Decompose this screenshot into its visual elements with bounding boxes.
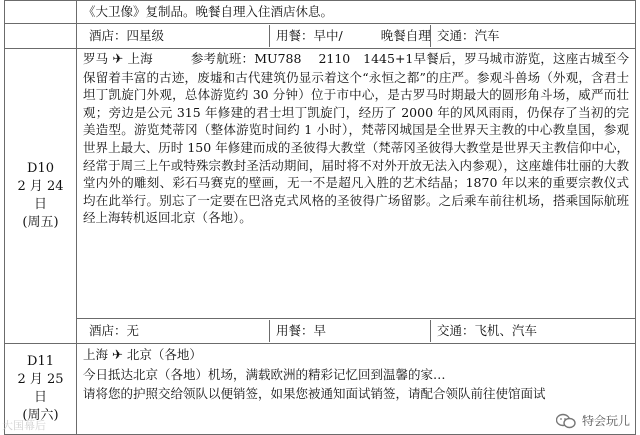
prev-day-text: 《大卫像》复制品。晚餐自理入住酒店休息。 [77, 1, 636, 24]
d11-route [83, 345, 629, 365]
watermark-left: 大国幕后 [2, 419, 46, 432]
d10-weekday: (周五) [22, 215, 59, 230]
prev-info-row [5, 24, 636, 49]
d10-description: 早餐后，罗马城市游览，这座古城至今保留着丰富的古迹，废墟和古代建筑仍显示着这个“永恒之都”的庄严。参观斗兽场（外观，含君士坦丁凯旋门外观，总体游览约 30 分钟）位于市中心，是古罗马时期最大的圆形角斗场，威严而壮观；旁边是公元 315 年修建的君士坦丁凯旋门，经历了 2000 年的风风雨雨，仍保存了当初的完美造型。游览梵蒂冈（整体游览时间约 1 小时），梵蒂冈城国是全世界天主教的中心教皇国，参观世界上最大、历时 150 年修建而成的圣彼得大教堂（梵蒂冈圣彼得大教堂是世界天主教信仰中心，经常于周三上午或特殊宗教封圣活动期间，届时将不对外开放无法入内参观），这座雄伟壮丽的大教堂内外的雕刻、彩石马赛克的壁画，无一不是超凡入胜的艺术结晶；1870 年以来的重要宗教仪式均在此举行。别忘了一定要在巴洛克式风格的圣彼得广场留影。之后乘车前往机场，搭乘国际航班经上海转机返回北京（各地）。 [83, 51, 629, 226]
d10-date: 2 月 24 日 [17, 179, 64, 212]
prev-info-bar [83, 25, 629, 47]
d10-hotel: 酒店：无 [89, 323, 140, 338]
d10-route-from: 罗马 [83, 51, 109, 66]
itinerary-table [4, 0, 636, 435]
prev-meal-label: 用餐：早中/ [276, 28, 343, 43]
d10-info-bar [83, 320, 629, 342]
prev-meal [269, 25, 430, 47]
watermark-right-text: 特会玩儿 [581, 414, 630, 428]
d11-body-cell [77, 344, 636, 435]
d10-transport: 交通：飞机、汽车 [430, 320, 629, 342]
d11-weekday: (周六) [22, 408, 59, 423]
d11-day: D11 [27, 354, 54, 369]
prev-day-cell [5, 1, 77, 24]
prev-transport: 交通：汽车 [430, 25, 629, 47]
airplane-icon: ✈ [112, 348, 123, 363]
d11-row [5, 344, 636, 435]
d11-route-from: 上海 [83, 347, 109, 362]
airplane-icon: ✈ [112, 52, 124, 67]
prev-hotel: 酒店：四星级 [89, 28, 165, 43]
d10-route-to: 上海 [127, 51, 153, 66]
d11-line1: 今日抵达北京（各地）机场，满载欧洲的精彩记忆回到温馨的家… [83, 367, 446, 382]
d10-info-row [5, 319, 636, 344]
d10-body-cell [77, 49, 636, 319]
d11-date: 2 月 25 日 [17, 372, 64, 405]
d11-route-to: 北京（各地） [126, 347, 202, 362]
wechat-logo-icon [556, 413, 576, 429]
d10-meal: 用餐：早 [269, 320, 430, 342]
d11-line2: 请将您的护照交给领队以便销签，如果您被通知面试销签，请配合领队前往使馆面试 [83, 386, 546, 401]
prev-dinner: 晚餐自理 [380, 28, 431, 43]
watermark-right [556, 412, 630, 429]
d10-flight: 参考航班：MU788 2110 1445+1 [190, 51, 414, 66]
d10-day: D10 [27, 161, 54, 176]
prev-day-row [5, 1, 636, 24]
d10-day-cell [5, 49, 77, 344]
d10-row [5, 49, 636, 319]
